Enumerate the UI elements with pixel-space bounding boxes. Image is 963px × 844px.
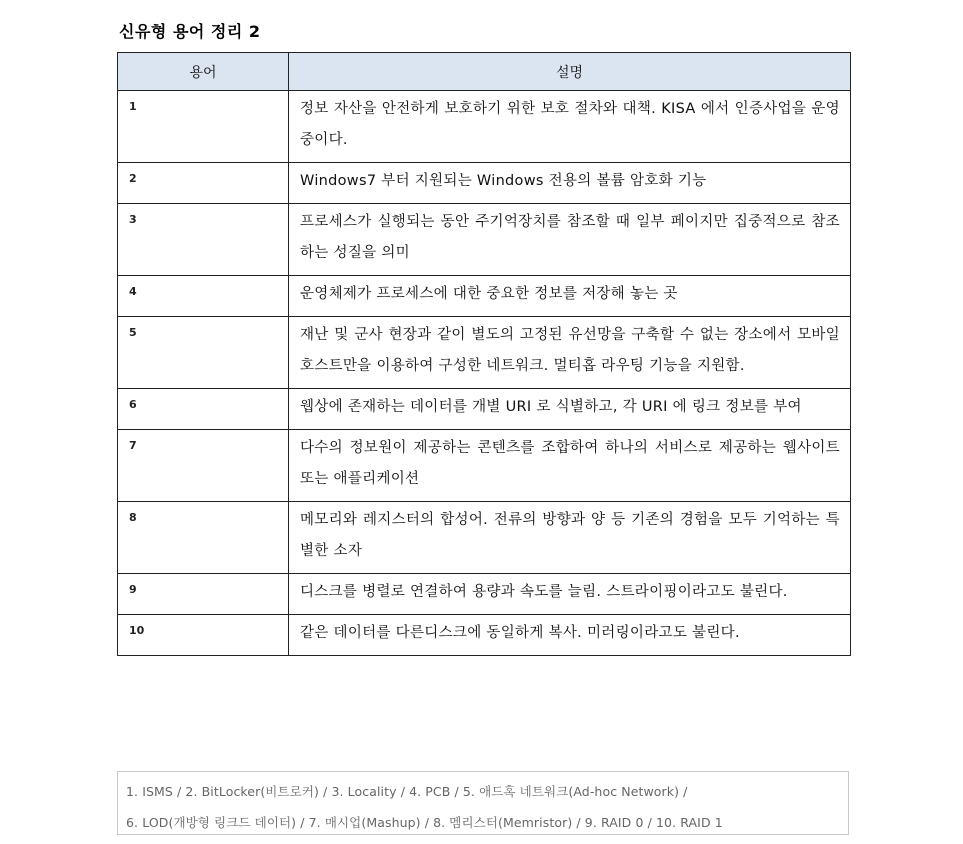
table-row — [118, 317, 851, 389]
column-header-term: 용어 — [118, 53, 289, 91]
term-cell: 5 — [118, 317, 289, 389]
table-row — [118, 204, 851, 276]
description-cell: 다수의 정보원이 제공하는 콘텐츠를 조합하여 하나의 서비스로 제공하는 웹사이트 또는 애플리케이션 — [289, 430, 851, 502]
description-cell: Windows7 부터 지원되는 Windows 전용의 볼륨 암호화 기능 — [289, 163, 851, 204]
term-cell: 4 — [118, 276, 289, 317]
description-cell: 정보 자산을 안전하게 보호하기 위한 보호 절차와 대책. KISA 에서 인증사업을 운영 중이다. — [289, 91, 851, 163]
description-cell: 같은 데이터를 다른디스크에 동일하게 복사. 미러링이라고도 불린다. — [289, 615, 851, 656]
table-header-row — [118, 53, 851, 91]
table-row — [118, 163, 851, 204]
page-title: 신유형 용어 정리 2 — [119, 22, 261, 41]
term-cell: 7 — [118, 430, 289, 502]
term-cell: 10 — [118, 615, 289, 656]
description-cell: 재난 및 군사 현장과 같이 별도의 고정된 유선망을 구축할 수 없는 장소에서 모바일 호스트만을 이용하여 구성한 네트워크. 멀티홉 라우팅 기능을 지원함. — [289, 317, 851, 389]
term-cell: 8 — [118, 502, 289, 574]
answer-key-box — [117, 771, 849, 835]
description-cell: 프로세스가 실행되는 동안 주기억장치를 참조할 때 일부 페이지만 집중적으로 참조하는 성질을 의미 — [289, 204, 851, 276]
column-header-desc: 설명 — [289, 53, 851, 91]
table-row — [118, 389, 851, 430]
description-cell: 메모리와 레지스터의 합성어. 전류의 방향과 양 등 기존의 경험을 모두 기억하는 특별한 소자 — [289, 502, 851, 574]
table-row — [118, 615, 851, 656]
table-row — [118, 502, 851, 574]
term-cell: 9 — [118, 574, 289, 615]
description-cell: 웹상에 존재하는 데이터를 개별 URI 로 식별하고, 각 URI 에 링크 정보를 부여 — [289, 389, 851, 430]
table-row — [118, 574, 851, 615]
term-cell: 3 — [118, 204, 289, 276]
table-row — [118, 430, 851, 502]
description-cell: 운영체제가 프로세스에 대한 중요한 정보를 저장해 놓는 곳 — [289, 276, 851, 317]
answer-key-line-2: 6. LOD(개방형 링크드 데이터) / 7. 매시업(Mashup) / 8. 멤리스터(Memristor) / 9. RAID 0 / 10. RAID 1 — [126, 815, 723, 830]
term-cell: 6 — [118, 389, 289, 430]
answer-key-line-1: 1. ISMS / 2. BitLocker(비트로커) / 3. Locality / 4. PCB / 5. 애드혹 네트워크(Ad-hoc Network) / — [126, 784, 688, 799]
description-cell: 디스크를 병렬로 연결하여 용량과 속도를 늘림. 스트라이핑이라고도 불린다. — [289, 574, 851, 615]
term-cell: 1 — [118, 91, 289, 163]
table-row — [118, 276, 851, 317]
term-table — [117, 52, 851, 656]
term-cell: 2 — [118, 163, 289, 204]
table-row — [118, 91, 851, 163]
